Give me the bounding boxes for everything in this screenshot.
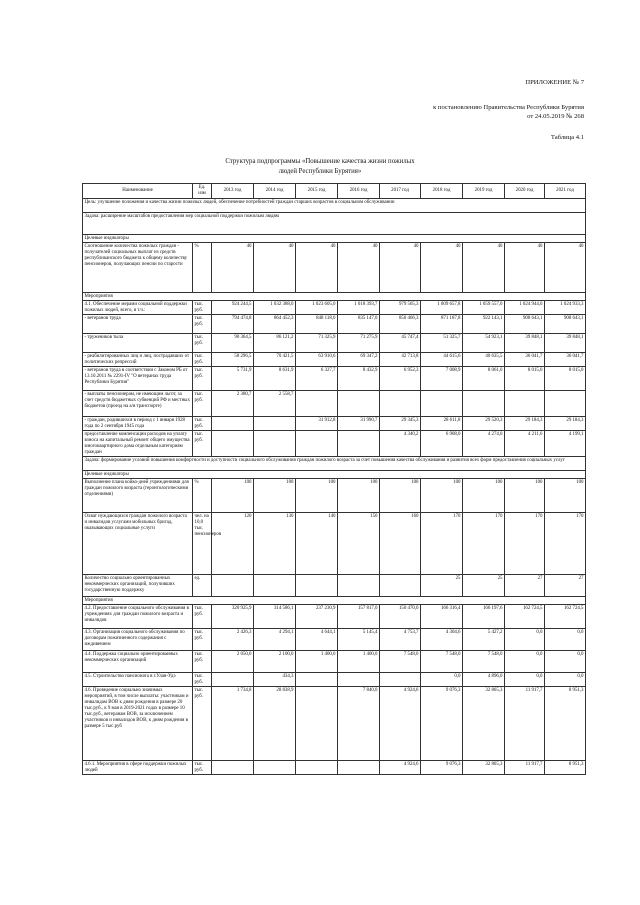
value-cell: 100 <box>463 479 505 513</box>
value-cell: 100 <box>380 479 421 513</box>
unit-cell: тыс. руб. <box>193 605 212 629</box>
value-cell <box>421 391 463 417</box>
value-cell: 9 076,3 <box>421 687 463 761</box>
value-cell: 45 747,4 <box>380 334 421 353</box>
value-cell: 40 <box>380 243 421 293</box>
value-cell: 40 <box>421 243 463 293</box>
section-row <box>83 597 586 605</box>
column-header: 2014 год <box>254 184 296 199</box>
value-cell: 150 <box>338 513 380 575</box>
unit-cell: тыс. руб. <box>193 687 212 761</box>
table-row <box>83 391 586 417</box>
value-cell <box>212 431 254 457</box>
value-cell <box>254 431 296 457</box>
value-cell: 4 304,6 <box>421 629 463 651</box>
value-cell: 871 187,8 <box>421 315 463 334</box>
value-cell: 44 615,6 <box>421 353 463 367</box>
value-cell: 6 952,3 <box>380 367 421 391</box>
value-cell: 0,0 <box>505 651 545 673</box>
value-cell <box>212 673 254 687</box>
value-cell: 4 753,7 <box>380 629 421 651</box>
value-cell: 166 316,4 <box>421 605 463 629</box>
value-cell <box>212 575 254 597</box>
unit-cell: тыс. руб. <box>193 367 212 391</box>
value-cell: 5 731,9 <box>212 367 254 391</box>
value-cell: 237 230,9 <box>296 605 338 629</box>
value-cell: 4 644,1 <box>296 629 338 651</box>
value-cell: 1 024 933,3 <box>545 301 586 315</box>
value-cell: 1 018 393,7 <box>338 301 380 315</box>
column-header: 2019 год <box>463 184 505 199</box>
table-row <box>83 431 586 457</box>
value-cell <box>212 761 254 775</box>
value-cell: 7 008,9 <box>421 367 463 391</box>
column-header: Ед. изм <box>193 184 212 199</box>
value-cell: 29 520,3 <box>463 417 505 431</box>
column-header: 2018 год <box>421 184 463 199</box>
row-name-cell: Количество социально ориентированных некоммерческих организаций, получивших государственную поддержку <box>83 575 193 597</box>
value-cell: 979 565,3 <box>380 301 421 315</box>
table-row <box>83 301 586 315</box>
value-cell: 4 274,0 <box>463 431 505 457</box>
section-cell: Задача: формирование условий повышения комфортности и доступности социального обслуживания граждан пожилого возраста за счет повышения качества обслуживания и развития всех форм предоставления социальных услуг <box>83 457 586 471</box>
value-cell: 11 917,7 <box>505 687 545 761</box>
value-cell: 25 <box>421 575 463 597</box>
unit-cell: ед. <box>193 575 212 597</box>
value-cell: 40 <box>296 243 338 293</box>
value-cell <box>296 431 338 457</box>
row-name-cell: 4.4. Поддержка социально ориентированных некоммерческих организаций <box>83 651 193 673</box>
value-cell: 908 643,1 <box>505 315 545 334</box>
value-cell: 9 076,3 <box>421 761 463 775</box>
value-cell: 314 586,1 <box>254 605 296 629</box>
table-row <box>83 605 586 629</box>
value-cell: 100 <box>545 479 586 513</box>
value-cell <box>463 391 505 417</box>
value-cell: 162 724,5 <box>505 605 545 629</box>
table-row <box>83 651 586 673</box>
value-cell <box>296 391 338 417</box>
row-name-cell: предоставление компенсации расходов на уплату взноса на капитальный ремонт общего имущества многоквартирного дома отдельным категориям граждан <box>83 431 193 457</box>
value-cell: 8 432,9 <box>338 367 380 391</box>
value-cell: 4 896,0 <box>463 673 505 687</box>
row-name-cell: 4.1. Обеспечение мерами социальной поддержки пожилых людей, всего, в т.ч.: <box>83 301 193 315</box>
row-name-cell: - граждан, родившихся в период с 1 января 1928 года по 2 сентября 1945 года <box>83 417 193 431</box>
value-cell <box>254 575 296 597</box>
subprogram-structure-table <box>82 183 586 775</box>
unit-cell: тыс. руб. <box>193 651 212 673</box>
value-cell: 11 917,7 <box>505 761 545 775</box>
value-cell: 100 <box>338 479 380 513</box>
column-header: 2020 год <box>505 184 545 199</box>
value-cell: 40 635,5 <box>463 353 505 367</box>
value-cell: 864 452,3 <box>254 315 296 334</box>
value-cell: 100 <box>212 479 254 513</box>
table-row <box>83 513 586 575</box>
section-cell: Задача: расширение масштабов предоставления мер социальной поддержки пожилым людям <box>83 213 586 235</box>
section-cell: Целевые индикаторы <box>83 471 586 479</box>
table-row <box>83 479 586 513</box>
unit-cell: тыс. руб. <box>193 301 212 315</box>
value-cell: 63 910,6 <box>296 353 338 367</box>
value-cell: 0,0 <box>421 673 463 687</box>
value-cell: 71 275,9 <box>338 334 380 353</box>
value-cell <box>296 673 338 687</box>
row-name-cell: 4.5. Строительство пансионата в г.Улан-Удэ <box>83 673 193 687</box>
table-row <box>83 417 586 431</box>
column-header: 2015 год <box>296 184 338 199</box>
value-cell: 7 840,0 <box>338 687 380 761</box>
value-cell <box>254 417 296 431</box>
value-cell <box>254 761 296 775</box>
unit-cell: тыс. руб. <box>193 334 212 353</box>
table-body <box>83 199 586 775</box>
value-cell: 100 <box>505 479 545 513</box>
value-cell: 28 838,9 <box>254 687 296 761</box>
value-cell: 150 470,0 <box>380 605 421 629</box>
section-row <box>83 457 586 471</box>
value-cell: 90 364,5 <box>212 334 254 353</box>
value-cell: 1 009 657,8 <box>421 301 463 315</box>
value-cell: 0,0 <box>545 673 586 687</box>
table-row <box>83 243 586 293</box>
unit-cell: % <box>193 479 212 513</box>
document-title <box>170 157 470 176</box>
value-cell: 8 015,0 <box>505 367 545 391</box>
value-cell: 162 724,5 <box>545 605 586 629</box>
value-cell <box>380 575 421 597</box>
value-cell: 40 <box>505 243 545 293</box>
value-cell: 2 380,7 <box>212 391 254 417</box>
row-name-cell: 4.6. Проведение социально значимых мероприятий, в том числе выплаты: участникам и инвалидам ВОВ к дням рождения в размере 20 тыс.руб., к 9 мая в 2019-2021 годах в размере 10 тыс.руб., ветеранам ВОВ, за исключением участников и инвалидов ВОВ, к дням рождения в размере 5 тыс.руб <box>83 687 193 761</box>
column-header: 2017 год <box>380 184 421 199</box>
value-cell: 29 345,3 <box>380 417 421 431</box>
value-cell: 835 147,0 <box>338 315 380 334</box>
section-cell: Цель: улучшение положения и качества жизни пожилых людей, обеспечение потребностей граждан старших возрастов в социальном обслуживании <box>83 199 586 213</box>
row-name-cell: Выполнение плана койко-дней учреждениями для граждан пожилого возраста (геронтологическими отделениями) <box>83 479 193 513</box>
value-cell: 320 925,9 <box>212 605 254 629</box>
title-line-2: людей Республики Бурятия» <box>278 167 362 175</box>
value-cell <box>296 687 338 761</box>
value-cell: 51 325,7 <box>421 334 463 353</box>
value-cell: 54 923,1 <box>463 334 505 353</box>
value-cell: 31 990,7 <box>338 417 380 431</box>
value-cell: 130 <box>254 513 296 575</box>
table-row <box>83 687 586 761</box>
decree-reference <box>433 103 584 121</box>
value-cell: 8 631,9 <box>254 367 296 391</box>
column-header: 2021 год <box>545 184 586 199</box>
value-cell: 1 400,0 <box>296 651 338 673</box>
value-cell: 848 118,0 <box>296 315 338 334</box>
value-cell: 2 426,3 <box>212 629 254 651</box>
value-cell: 40 <box>545 243 586 293</box>
value-cell: 1 032 388,0 <box>254 301 296 315</box>
value-cell: 0,0 <box>545 651 586 673</box>
value-cell <box>338 575 380 597</box>
value-cell: 924 244,5 <box>212 301 254 315</box>
value-cell: 2 100,0 <box>254 651 296 673</box>
value-cell: 6 327,7 <box>296 367 338 391</box>
value-cell: 794 474,8 <box>212 315 254 334</box>
value-cell: 4 924,6 <box>380 761 421 775</box>
value-cell: 4 924,6 <box>380 687 421 761</box>
row-name-cell: - ветеранов труда <box>83 315 193 334</box>
value-cell: 58 296,5 <box>212 353 254 367</box>
value-cell: 1 023 605,0 <box>296 301 338 315</box>
value-cell: 40 <box>338 243 380 293</box>
section-row <box>83 471 586 479</box>
unit-cell: тыс. руб. <box>193 761 212 775</box>
unit-cell: тыс. руб. <box>193 629 212 651</box>
row-name-cell: - реабилитированных лиц и лиц, пострадавших от политических репрессий <box>83 353 193 367</box>
value-cell: 170 <box>463 513 505 575</box>
title-line-1: Структура подпрограммы «Повышение качества жизни пожилых <box>225 158 415 165</box>
value-cell <box>338 761 380 775</box>
value-cell: 40 <box>463 243 505 293</box>
value-cell: 8 015,0 <box>545 367 586 391</box>
section-row <box>83 213 586 235</box>
unit-cell: чел. на 10,0 тыс. пенсионеров <box>193 513 212 575</box>
value-cell <box>338 673 380 687</box>
value-cell: 908 643,1 <box>545 315 586 334</box>
value-cell: 7 548,0 <box>463 651 505 673</box>
value-cell: 170 <box>421 513 463 575</box>
table-row <box>83 673 586 687</box>
decree-line-1: к постановлению Правительства Республики Бурятия <box>433 104 584 111</box>
section-row <box>83 199 586 213</box>
value-cell: 4 199,1 <box>545 431 586 457</box>
value-cell: 5 145,4 <box>338 629 380 651</box>
row-name-cell: - ветеранов труда в соответствии с Законом РБ от 13.10.2011 № 2291-IV "О ветеранах труда Республики Бурятия" <box>83 367 193 391</box>
value-cell: 70 421,5 <box>254 353 296 367</box>
value-cell: 7 548,0 <box>421 651 463 673</box>
section-cell: Мероприятия <box>83 293 586 301</box>
value-cell: 27 <box>505 575 545 597</box>
value-cell: 0,0 <box>505 673 545 687</box>
value-cell: 39 848,1 <box>505 334 545 353</box>
value-cell: 39 848,1 <box>545 334 586 353</box>
value-cell: 100 <box>254 479 296 513</box>
table-row <box>83 315 586 334</box>
unit-cell: тыс. руб. <box>193 315 212 334</box>
unit-cell: тыс. руб. <box>193 353 212 367</box>
value-cell: 86 121,2 <box>254 334 296 353</box>
value-cell: 4 340,2 <box>380 431 421 457</box>
appendix-label: ПРИЛОЖЕНИЕ № 7 <box>525 79 584 86</box>
row-name-cell: 4.3. Организация социального обслуживания по договорам пожизненного содержания с иждивением <box>83 629 193 651</box>
value-cell: 2 050,0 <box>212 651 254 673</box>
value-cell: 8 951,3 <box>545 687 586 761</box>
column-header: Наименование <box>83 184 193 199</box>
value-cell: 0,0 <box>505 629 545 651</box>
row-name-cell: Соотношение количества пожилых граждан - получателей социальных выплат из средств республиканского бюджета к общему количеству пенсионеров, получающих пенсии по старости <box>83 243 193 293</box>
value-cell: 7 548,0 <box>380 651 421 673</box>
table-row <box>83 353 586 367</box>
value-cell: 1 059 557,0 <box>463 301 505 315</box>
value-cell: 120 <box>212 513 254 575</box>
table-row <box>83 334 586 353</box>
section-row <box>83 293 586 301</box>
table-header-row <box>83 184 586 199</box>
value-cell: 27 <box>545 575 586 597</box>
column-header: 2016 год <box>338 184 380 199</box>
value-cell: 4 211,6 <box>505 431 545 457</box>
unit-cell: тыс. руб. <box>193 673 212 687</box>
value-cell: 1 734,8 <box>212 687 254 761</box>
value-cell: 42 713,8 <box>380 353 421 367</box>
value-cell: 1 400,0 <box>338 651 380 673</box>
section-cell: Мероприятия <box>83 597 586 605</box>
value-cell <box>212 417 254 431</box>
column-header: 2013 год <box>212 184 254 199</box>
value-cell: 32 865,3 <box>463 687 505 761</box>
value-cell: 2 558,7 <box>254 391 296 417</box>
value-cell: 32 865,3 <box>463 761 505 775</box>
row-name-cell: 4.6.1. Мероприятия в сфере поддержки пожилых людей <box>83 761 193 775</box>
row-name-cell: Охват нуждающихся граждан пожилого возраста и инвалидов услугами мобильных бригад, оказывающих социальные услуги <box>83 513 193 575</box>
value-cell <box>545 391 586 417</box>
unit-cell: тыс. руб. <box>193 391 212 417</box>
value-cell: 140 <box>296 513 338 575</box>
value-cell: 922 143,1 <box>463 315 505 334</box>
value-cell: 170 <box>505 513 545 575</box>
value-cell <box>505 391 545 417</box>
table-row <box>83 761 586 775</box>
value-cell: 434,3 <box>254 673 296 687</box>
value-cell: 69 347,2 <box>338 353 380 367</box>
value-cell: 31 912,8 <box>296 417 338 431</box>
value-cell: 166 197,6 <box>463 605 505 629</box>
value-cell: 4 294,1 <box>254 629 296 651</box>
table-row <box>83 629 586 651</box>
row-name-cell: - тружеников тыла <box>83 334 193 353</box>
value-cell: 157 817,0 <box>338 605 380 629</box>
value-cell: 0,0 <box>545 629 586 651</box>
table-row <box>83 575 586 597</box>
unit-cell: тыс. руб. <box>193 431 212 457</box>
row-name-cell: 4.2. Предоставление социального обслуживания в учреждениях для граждан пожилого возраста и инвалидов <box>83 605 193 629</box>
row-name-cell: - выплаты пенсионерам, не имеющим льгот, за счет средств бюджетных субвенций РФ и местных бюджетов (проезд на а/в транспорте) <box>83 391 193 417</box>
value-cell: 6 908,0 <box>421 431 463 457</box>
value-cell <box>380 673 421 687</box>
value-cell: 160 <box>380 513 421 575</box>
value-cell <box>338 431 380 457</box>
value-cell: 40 <box>212 243 254 293</box>
unit-cell: тыс. руб. <box>193 417 212 431</box>
table-row <box>83 367 586 391</box>
table-number: Таблица 4.1 <box>550 134 584 141</box>
value-cell: 100 <box>296 479 338 513</box>
value-cell: 5 427,2 <box>463 629 505 651</box>
value-cell: 71 325,9 <box>296 334 338 353</box>
value-cell: 29 184,3 <box>545 417 586 431</box>
value-cell: 8 951,3 <box>545 761 586 775</box>
value-cell <box>296 761 338 775</box>
value-cell: 29 184,3 <box>505 417 545 431</box>
value-cell: 100 <box>421 479 463 513</box>
value-cell: 1 024 944,0 <box>505 301 545 315</box>
value-cell: 36 041,7 <box>505 353 545 367</box>
value-cell: 28 611,8 <box>421 417 463 431</box>
value-cell <box>338 391 380 417</box>
value-cell: 170 <box>545 513 586 575</box>
value-cell: 40 <box>254 243 296 293</box>
decree-line-2: от 24.05.2019 № 268 <box>527 113 584 120</box>
value-cell <box>296 575 338 597</box>
unit-cell: % <box>193 243 212 293</box>
section-row <box>83 235 586 243</box>
section-cell: Целевые индикаторы <box>83 235 586 243</box>
value-cell <box>380 391 421 417</box>
value-cell: 8 061,0 <box>463 367 505 391</box>
value-cell: 25 <box>463 575 505 597</box>
value-cell: 850 466,3 <box>380 315 421 334</box>
value-cell: 36 041,7 <box>545 353 586 367</box>
